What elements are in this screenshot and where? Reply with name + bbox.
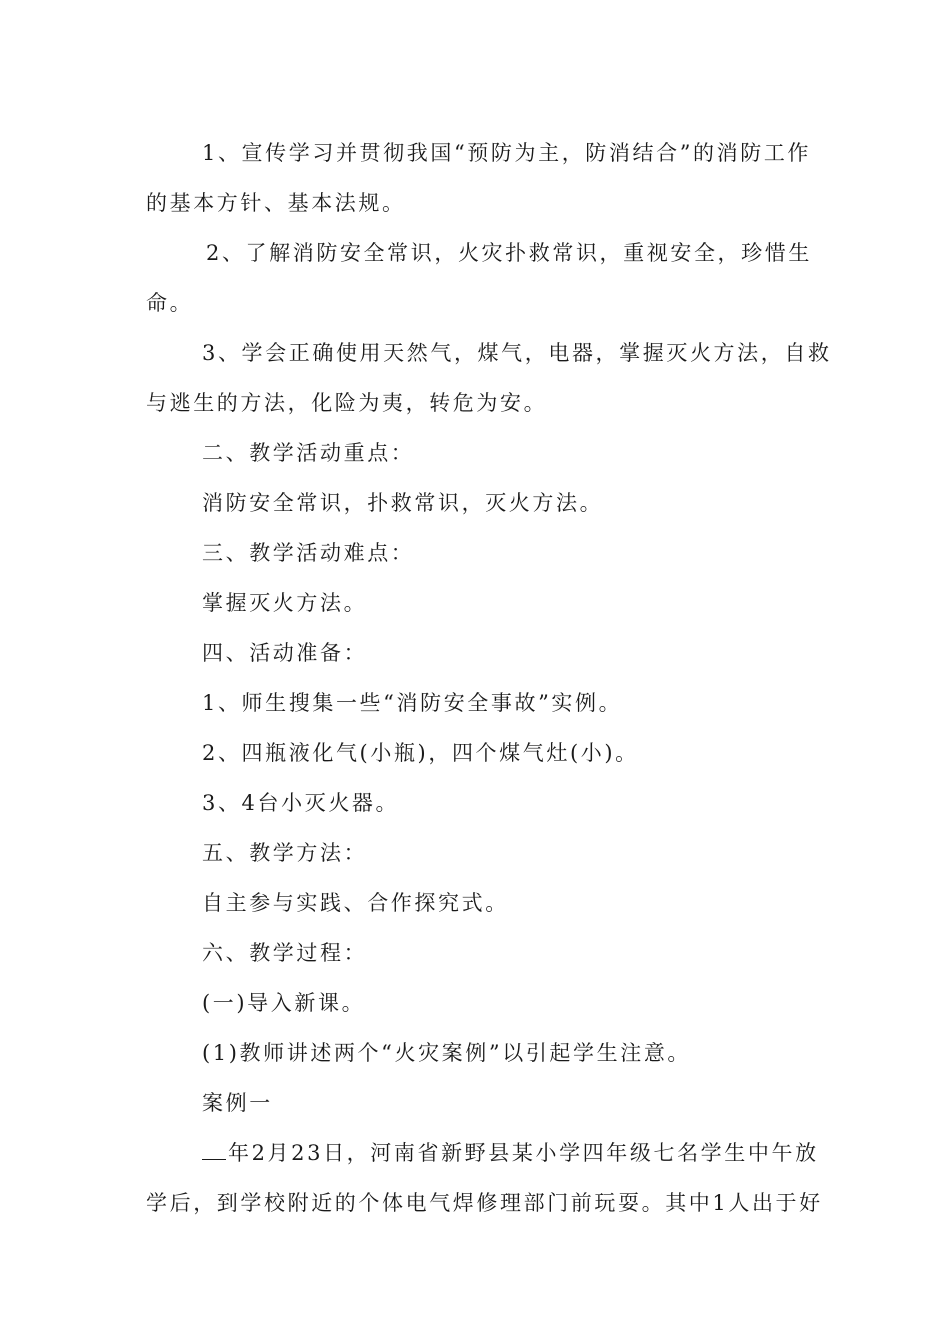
section-heading-difficulties: [146, 528, 806, 578]
text-line: [146, 1128, 819, 1178]
list-item: (1)教师讲述两个“火灾案例”以引起学生注意。: [202, 1041, 692, 1065]
sub-heading-text: (一)导入新课。: [202, 991, 366, 1015]
text-line: 3、学会正确使用天然气，煤气，电器，掌握灭火方法，自救: [202, 341, 832, 365]
paragraph-objective-1: [146, 128, 812, 228]
section-heading-preparation: [146, 628, 806, 678]
key-points-body: [146, 478, 806, 528]
section-heading-process: [146, 928, 806, 978]
case-title-text: 案例一: [202, 1091, 273, 1115]
section-heading-key-points: [146, 428, 806, 478]
heading-text: 六、教学过程：: [202, 941, 368, 965]
process-sub-item: [146, 1028, 806, 1078]
text-line: 2、了解消防安全常识，火灾扑救常识，重视安全，珍惜生: [206, 241, 812, 265]
case-paragraph: [146, 1128, 823, 1228]
body-text: 掌握灭火方法。: [202, 591, 368, 615]
paragraph-objective-3: [146, 328, 832, 428]
heading-text: 二、教学活动重点：: [202, 441, 415, 465]
text-line: 1、宣传学习并贯彻我国“预防为主，防消结合”的消防工作: [202, 141, 812, 165]
text-line: 的基本方针、基本法规。: [146, 191, 406, 215]
section-heading-methods: [146, 828, 806, 878]
preparation-item-1: [146, 678, 806, 728]
preparation-item-2: [146, 728, 806, 778]
text-line: 与逃生的方法，化险为夷，转危为安。: [146, 391, 548, 415]
heading-text: 五、教学方法：: [202, 841, 368, 865]
list-item: 3、4台小灭火器。: [202, 791, 400, 815]
methods-body: [146, 878, 806, 928]
heading-text: 三、教学活动难点：: [202, 541, 415, 565]
case-line-text: 年2月23日，河南省新野县某小学四年级七名学生中午放: [228, 1141, 819, 1165]
difficulties-body: [146, 578, 806, 628]
text-line: 学后，到学校附近的个体电气焊修理部门前玩耍。其中1人出于好: [146, 1191, 823, 1215]
process-sub-heading: [146, 978, 806, 1028]
paragraph-objective-2: [146, 228, 812, 328]
body-text: 消防安全常识，扑救常识，灭火方法。: [202, 491, 604, 515]
case-title: [146, 1078, 806, 1128]
list-item: 2、四瓶液化气(小瓶)，四个煤气灶(小)。: [202, 741, 639, 765]
preparation-item-3: [146, 778, 806, 828]
body-text: 自主参与实践、合作探究式。: [202, 891, 509, 915]
heading-text: 四、活动准备：: [202, 641, 368, 665]
year-blank: [202, 1141, 226, 1160]
text-line: 命。: [146, 291, 194, 315]
list-item: 1、师生搜集一些“消防安全事故”实例。: [202, 691, 623, 715]
